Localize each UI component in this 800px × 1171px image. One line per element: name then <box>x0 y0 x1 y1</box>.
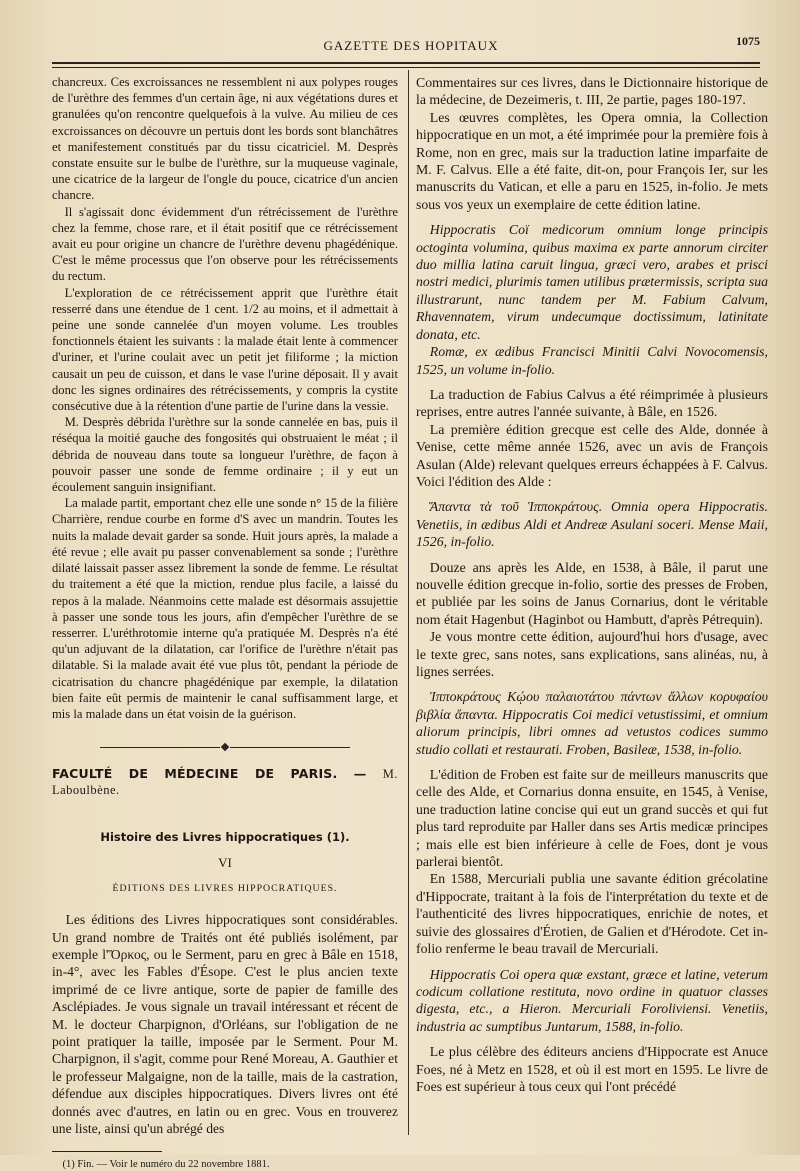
paragraph: Je vous montre cette édition, aujourd'hui hors d'usage, avec le texte grec, sans notes, sans explications, sans alinéas, nu, à lignes serrées. <box>416 629 768 679</box>
journal-title: GAZETTE DES HOPITAUX <box>323 38 499 53</box>
paragraph: La traduction de Fabius Calvus a été réimprimée à plusieurs reprises, entre autres l'année suivante, à Bâle, en 1526. <box>416 386 768 420</box>
article-paragraph: Les éditions des Livres hippocratiques sont considérables. Un grand nombre de Traités ont été publiés isolément, par exemple l'Ὅρκος, ou le Serment, paru en grec à Bâle en 1518, in-4°, avec les Fables d'Ésope. C'est le plus ancien texte imprimé de ce livre antique, sorte de papier de famille des Asclépiades. Je vous signale un travail intéressant et récent de M. le docteur Charpignon, d'Orléans, sur l'obligation de ne point pratiquer la taille, imposée par le Serment. Pour M. Charpignon, il s'agit, comme pour René Moreau, A. Gauthier et le professeur Malgaigne, non de la taille, mais de la castration, défendue aux disciples hippocratiques. Divers livres ont été donnés avec d'autres, en latin ou en grec. Vous en trouverez une liste, ainsi qu'un abrégé des <box>52 912 398 1137</box>
paragraph: La malade partit, emportant chez elle une sonde n° 15 de la filière Charrière, rendue courbe en forme d'S avec un mandrin. Toutes les nuits la malade devait garder sa sonde. Huit jours après, la malade a été revue ; elle avait pu passer convenablement sa sonde ; l'urèthre dilaté laissait passer assez librement la sonde de femme. Le résultat du traitement a été que la miction, rendue plus facile, a laissé du repos à la malade. Néanmoins cette malade est désormais assujettie à passer une sonde tous les jours, afin d'empêcher l'urèthre de se resserrer. L'uréthrotomie interne qu'a pratiquée M. Desprès n'a été qu'un adjuvant de la dilatation, car l'orifice de l'urèthre n'était pas dilatable. Si la malade avait été vue plus tôt, pendant la période de cicatrisation du chancre phagédénique par exemple, la dilatation bien faite eût permis de maintenir le canal suffisamment large, et mis la malade dans un état voisin de la guérison. <box>52 496 398 721</box>
page-number: 1075 <box>736 34 760 48</box>
section-number: VI <box>218 854 232 870</box>
faculte-label: FACULTÉ DE MÉDECINE DE PARIS. — <box>52 766 367 782</box>
citation: Romæ, ex ædibus Francisci Minitii Calvi Novocomensis, 1525, un volume in-folio. <box>416 344 768 377</box>
citation: Ἅπαντα τὰ τοῦ Ἱπποκράτους. Omnia opera Hippocratis. Venetiis, in ædibus Aldi et Andreæ Asulani soceri. Mense Maii, 1526, in-folio. <box>416 499 768 550</box>
right-column <box>416 74 768 1095</box>
author-name: M. Laboulbène. <box>52 767 398 798</box>
paragraph: Douze ans après les Alde, en 1538, à Bâle, il parut une nouvelle édition grecque in-folio, sortie des presses de Froben, et publiée par les soins de Janus Cornarius, dont le véritable nom était Hagenbut (Haginbot ou Hambutt, d'après Pétrequin). <box>416 559 768 627</box>
paragraph: En 1588, Mercuriali publia une savante édition grécolatine d'Hippocrate, traitant à la fois de l'interprétation du texte et de l'authenticité des livres hippocratiques, enrichie de notes, et suivie des glossaires d'Érotien, de Galien et d'Hérodote. Cet in-folio renferme le beau travail de Mercuriali. <box>416 871 768 957</box>
article-title: Histoire des Livres hippocratiques (1). <box>100 829 350 844</box>
footnote: (1) Fin. — Voir le numéro du 22 novembre 1881. <box>62 1159 270 1171</box>
citation: Hippocratis Coï medicorum omnium longe principis octoginta volumina, quibus maxima ex parte annorum circiter duo millia latina caruit lingua, græci vero, arabes et prisci nostri medici, plurimis tamen utilibus prætermissis, scripta sua illustrarunt, nunc tandem per M. Fabium Calvum, Rhavennatem, virum undecumque doctissimum, latinitate donata, etc. <box>416 222 768 342</box>
paragraph: L'édition de Froben est faite sur de meilleurs manuscrits que celle des Alde, et Cornarius donna ensuite, en 1545, à Venise, une traduction latine concise qui eut un grand succès et qui fut plus tard reproduite par Haller dans ses Artis medicæ principes ; mais elle est bien inférieure à celle de Foes, dont je vous parlerai bientôt. <box>416 767 768 870</box>
column-separator <box>408 70 409 1135</box>
paragraph: L'exploration de ce rétrécissement apprit que l'urèthre était resserré dans une étendue de 1 cent. 1/2 au moins, et il admettait à peine une sonde cannelée d'un moyen volume. Les troubles fonctionnels étaient les suivants : la malade était lente à commencer d'uriner, et l'urine coulait avec un petit jet filiforme ; la miction causait un peu de cuisson, et dans le vase l'urine déposait. Il y avait donc les signes ordinaires des rétrécissements, y compris la cystite consécutive due à la rétention d'une partie de l'urine dans la vessie. <box>52 285 398 414</box>
section-ornament <box>52 738 398 746</box>
paragraph: Les œuvres complètes, les Opera omnia, la Collection hippocratique en un mot, a été imprimée pour la première fois à Rome, non en grec, mais sur la traduction latine imparfaite de M. F. Calvus. Elle a été faite, dit-on, pour François Ier, sur les manuscrits du Vatican, et elle a paru en 1525, in-folio. Je mets sous vos yeux un exemplaire de cette édition latine. <box>416 109 768 212</box>
section-heading <box>52 766 398 798</box>
citation: Hippocratis Coi opera quæ exstant, græce et latine, veterum codicum collatione restituta, novo ordine in quatuor classes digesta, etc., a Hieron. Mercuriali Foroliviensi. Venetiis, industria ac sumptibus Juntarum, 1588, in-folio. <box>416 966 768 1034</box>
footnote-rule <box>52 1151 162 1152</box>
paragraph: Il s'agissait donc évidemment d'un rétrécissement de l'urèthre chez la femme, chose rare, et il était positif que ce rétrécissement avait eu pour origine un chancre de l'urèthre devenu phagédénique. C'est le même processus que l'on observe pour les rétrécissements du rectum. <box>52 204 398 284</box>
header-rule <box>52 62 760 68</box>
paragraph: M. Desprès débrida l'urèthre sur la sonde cannelée en bas, puis il réséqua la moitié gauche des fongosités qui obstruaient le méat ; il débrida de nouveau dans toute sa longueur l'urèthre, de façon à pouvoir passer une sonde de femme ordinaire ; il y eut un écoulement sanguin insignifiant. <box>52 415 398 495</box>
paragraph: Commentaires sur ces livres, dans le Dictionnaire historique de la médecine, de Dezeimeris, t. III, 2e partie, pages 180-197. <box>416 75 768 108</box>
citation: Ἱπποκράτους Κῴου παλαιοτάτου πάντων ἄλλων κορυφαίου βιβλία ἅπαντα. Hippocratis Coi medici vetustissimi, et omnium aliorum principis, libri omnes ad vetustos codices summo studio collati et restaurati. Froben, Basileæ, 1538, in-folio. <box>416 689 768 757</box>
section-subtitle: ÉDITIONS DES LIVRES HIPPOCRATIQUES. <box>112 882 338 894</box>
page-header <box>52 34 770 58</box>
paragraph: chancreux. Ces excroissances ne ressemblent ni aux polypes rouges de l'urèthre des femmes d'un certain âge, ni aux végétations dures et granulées qu'on rencontre quelquefois à la vulve. Au milieu de ces excroissances on découvre un pertuis dont les bords sont blanchâtres et manifestement constitués par du tissu cicatriciel. M. Desprès constate ensuite sur le bulbe de l'urèthre, sur la muqueuse vaginale, une cicatrice de la largeur de l'ongle du pouce, cicatrice d'un ancien chancre. <box>52 75 398 203</box>
paragraph: La première édition grecque est celle des Alde, donnée à Venise, cette même année 1526, avec un avis de François Asulan (Alde) relevant quelques erreurs échappées à F. Calvus. Voici l'édition des Alde : <box>416 421 768 489</box>
left-column <box>52 74 398 1171</box>
paragraph: Le plus célèbre des éditeurs anciens d'Hippocrate est Anuce Foes, né à Metz en 1528, et où il est mort en 1595. Le livre de Foes est supérieur à tous ceux qui l'ont précédé <box>416 1044 768 1094</box>
